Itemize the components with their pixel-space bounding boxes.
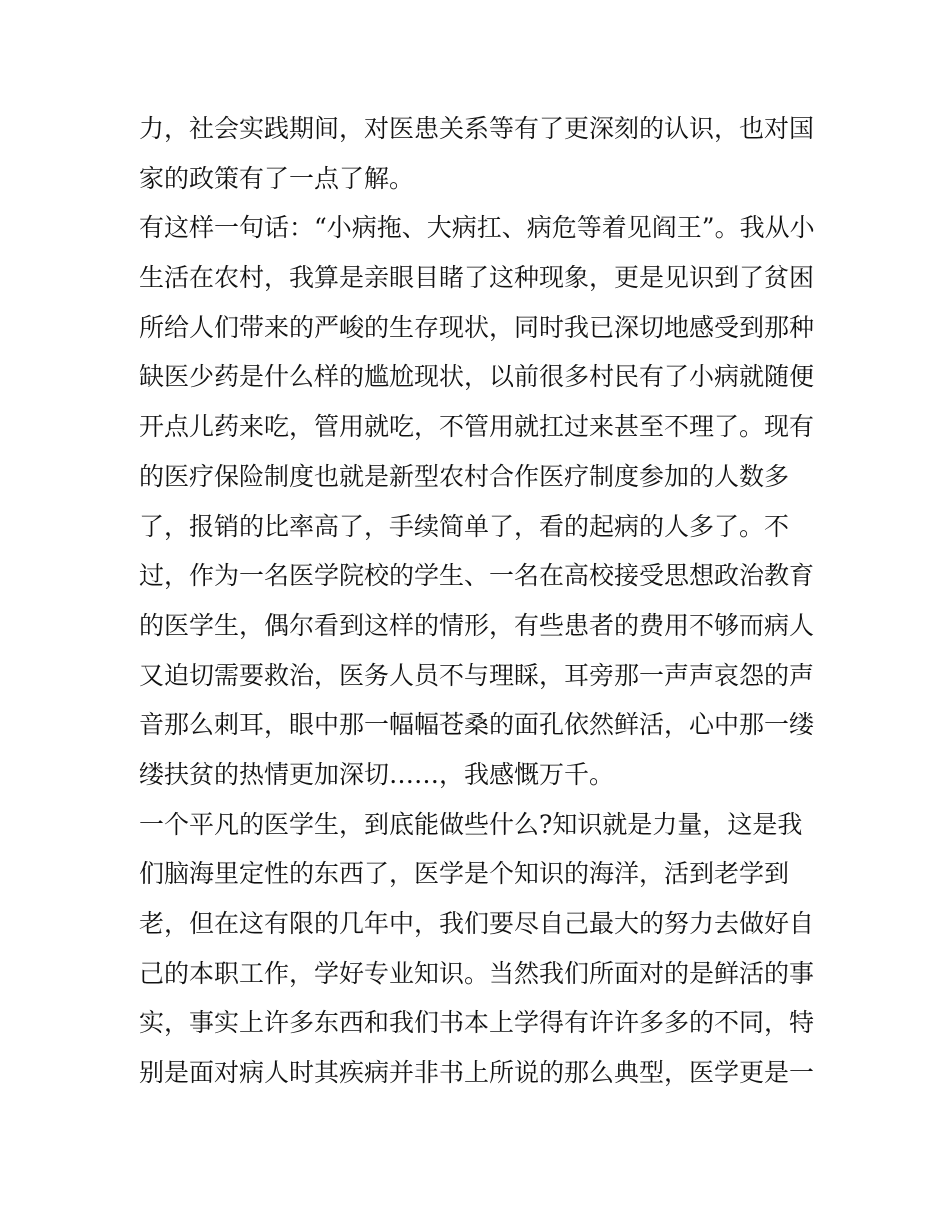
- text-line: 缕扶贫的热情更加深切……，我感慨万千。: [139, 759, 615, 789]
- text-line: 一个平凡的医学生，到底能做些什么?知识就是力量，这是我: [139, 809, 803, 839]
- text-line: 又迫切需要救治，医务人员不与理睬，耳旁那一声声哀怨的声: [139, 660, 815, 690]
- text-line: 们脑海里定性的东西了，医学是个知识的海洋，活到老学到: [139, 859, 790, 889]
- text-line: 实，事实上许多东西和我们书本上学得有许许多多的不同，特: [139, 1008, 815, 1038]
- text-line: 的医学生，偶尔看到这样的情形，有些患者的费用不够而病人: [139, 610, 815, 640]
- text-line: 了，报销的比率高了，手续简单了，看的起病的人多了。不: [139, 511, 790, 541]
- text-line: 别是面对病人时其疾病并非书上所说的那么典型，医学更是一: [139, 1058, 815, 1088]
- document-body: [139, 104, 815, 1098]
- text-line: 力，社会实践期间，对医患关系等有了更深刻的认识，也对国: [139, 114, 815, 143]
- text-line: 己的本职工作，学好专业知识。当然我们所面对的是鲜活的事: [139, 958, 815, 988]
- text-line: 有这样一句话：“小病拖、大病扛、病危等着见阎王”。我从小: [139, 213, 815, 243]
- text-line: 开点儿药来吃，管用就吃，不管用就扛过来甚至不理了。现有: [139, 412, 815, 442]
- text-line: 家的政策有了一点了解。: [139, 163, 415, 193]
- text-line: 老，但在这有限的几年中，我们要尽自己最大的努力去做好自: [139, 909, 815, 938]
- text-line: 生活在农村，我算是亲眼目睹了这种现象，更是见识到了贫困: [139, 263, 815, 293]
- text-line: 过，作为一名医学院校的学生、一名在高校接受思想政治教育: [139, 561, 815, 591]
- text-line: 音那么刺耳，眼中那一幅幅苍桑的面孔依然鲜活，心中那一缕: [139, 710, 815, 740]
- text-line: 所给人们带来的严峻的生存现状，同时我已深切地感受到那种: [139, 312, 815, 342]
- text-line: 的医疗保险制度也就是新型农村合作医疗制度参加的人数多: [139, 461, 790, 491]
- text-line: 缺医少药是什么样的尴尬现状，以前很多村民有了小病就随便: [139, 362, 815, 392]
